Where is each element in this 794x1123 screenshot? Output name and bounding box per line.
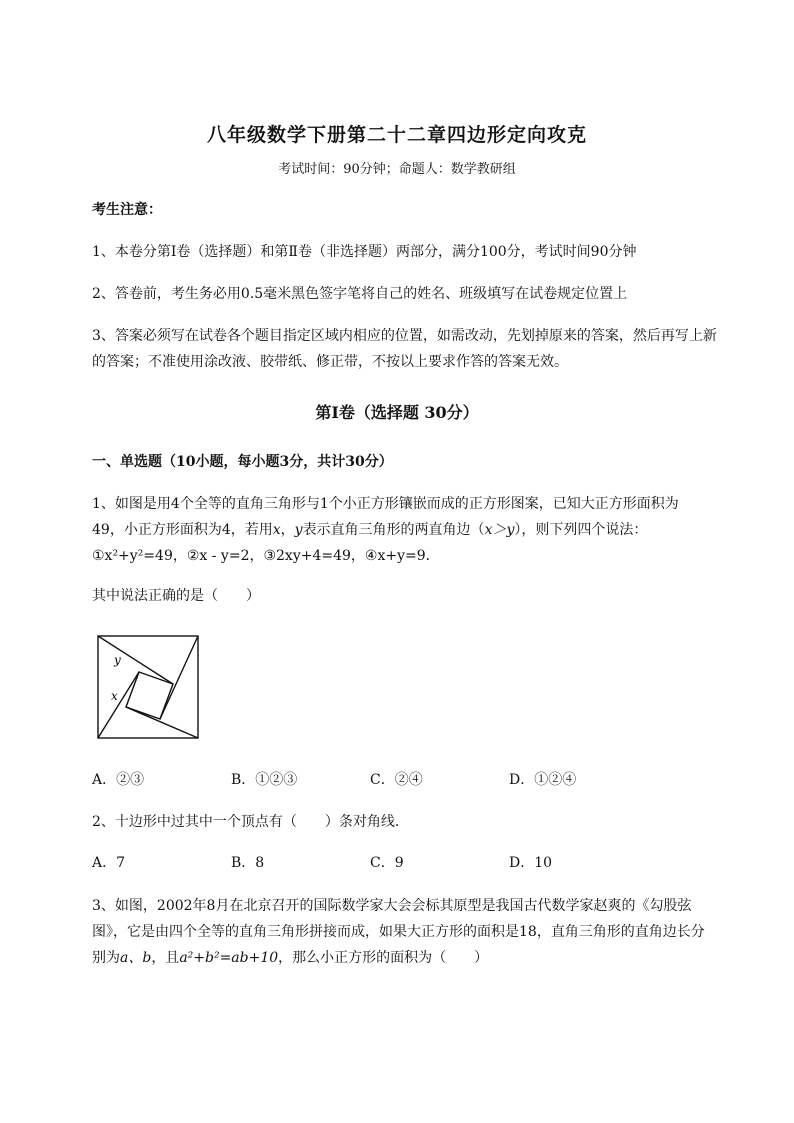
label-y: y bbox=[114, 653, 121, 667]
q2-option-d[interactable]: D．10 bbox=[509, 855, 553, 871]
outer-square bbox=[98, 636, 198, 738]
q3-line3-text-c: ，那么小正方形的面积为（ ） bbox=[278, 950, 489, 966]
label-x: x bbox=[111, 689, 118, 703]
q3-expression: a²+b²=ab+10 bbox=[179, 950, 279, 966]
q3-vars: a、b bbox=[120, 950, 152, 966]
triangle-edge-2 bbox=[160, 636, 198, 719]
q3-line3-text-a: 别为 bbox=[92, 950, 120, 966]
page-subtitle: 考试时间：90分钟；命题人：数学教研组 bbox=[278, 162, 516, 177]
q2-option-b[interactable]: B．8 bbox=[231, 855, 265, 871]
q1-line3: ①x²+y²=49，②x - y=2，③2xy+4=49，④x+y=9． bbox=[92, 548, 440, 564]
q1-var-x: x bbox=[272, 522, 281, 538]
section-title: 第Ⅰ卷（选择题 30分） bbox=[315, 403, 479, 422]
notice-item-2: 2、答卷前，考生务必用0.5毫米黑色签字笔将自己的姓名、班级填写在试卷规定位置上 bbox=[92, 286, 628, 302]
q1-line2 bbox=[92, 516, 647, 544]
q1-line2-text-b: ， bbox=[280, 522, 295, 538]
q1-option-d[interactable]: D．①②④ bbox=[509, 772, 577, 788]
triangle-edge-4 bbox=[98, 672, 139, 738]
q3-line3 bbox=[92, 944, 488, 972]
q3-line2: 图》，它是由四个全等的直角三角形拼接而成，如果大正方形的面积是18，直角三角形的直角边长分 bbox=[92, 924, 705, 940]
q1-line2-text-c: 表示直角三角形的两直角边（ bbox=[302, 522, 485, 538]
q1-line2-text-a: 49，小正方形面积为4，若用 bbox=[92, 522, 273, 538]
q2-option-c[interactable]: C．9 bbox=[370, 855, 404, 871]
q1-option-c[interactable]: C．②④ bbox=[370, 772, 423, 788]
notice-heading: 考生注意： bbox=[92, 202, 162, 218]
q1-var-y: y bbox=[294, 522, 303, 538]
q1-figure bbox=[92, 632, 204, 748]
notice-item-1: 1、本卷分第Ⅰ卷（选择题）和第Ⅱ卷（非选择题）两部分，满分100分，考试时间90分钟 bbox=[92, 244, 637, 260]
q2-stem: 2、十边形中过其中一个顶点有（ ）条对角线． bbox=[92, 814, 409, 830]
q1-condition: x＞y bbox=[484, 522, 515, 538]
part-heading: 一、单选题（10小题，每小题3分，共计30分） bbox=[92, 454, 393, 470]
notice-item-3-cont: 的答案；不准使用涂改液、胶带纸、修正带，不按以上要求作答的答案无效。 bbox=[92, 354, 568, 370]
q2-option-a[interactable]: A．7 bbox=[92, 855, 126, 871]
q1-line1: 1、如图是用4个全等的直角三角形与1个小正方形镶嵌而成的正方形图案，已知大正方形面积为 bbox=[92, 496, 679, 512]
notice-item-3: 3、答案必须写在试卷各个题目指定区域内相应的位置，如需改动，先划掉原来的答案，然后再写上新 bbox=[92, 328, 717, 344]
pinwheel-square-diagram bbox=[92, 632, 204, 744]
q1-option-a[interactable]: A．②③ bbox=[92, 772, 145, 788]
q3-line3-text-b: ，且 bbox=[151, 950, 180, 966]
q1-line2-text-d: ），则下列四个说法： bbox=[514, 522, 648, 538]
q1-prompt: 其中说法正确的是（ ） bbox=[92, 588, 260, 604]
page-title: 八年级数学下册第二十二章四边形定向攻克 bbox=[206, 124, 587, 146]
q3-line1: 3、如图，2002年8月在北京召开的国际数学家大会会标其原型是我国古代数学家赵爽的《勾股弦 bbox=[92, 898, 692, 914]
q1-option-b[interactable]: B．①②③ bbox=[231, 772, 298, 788]
